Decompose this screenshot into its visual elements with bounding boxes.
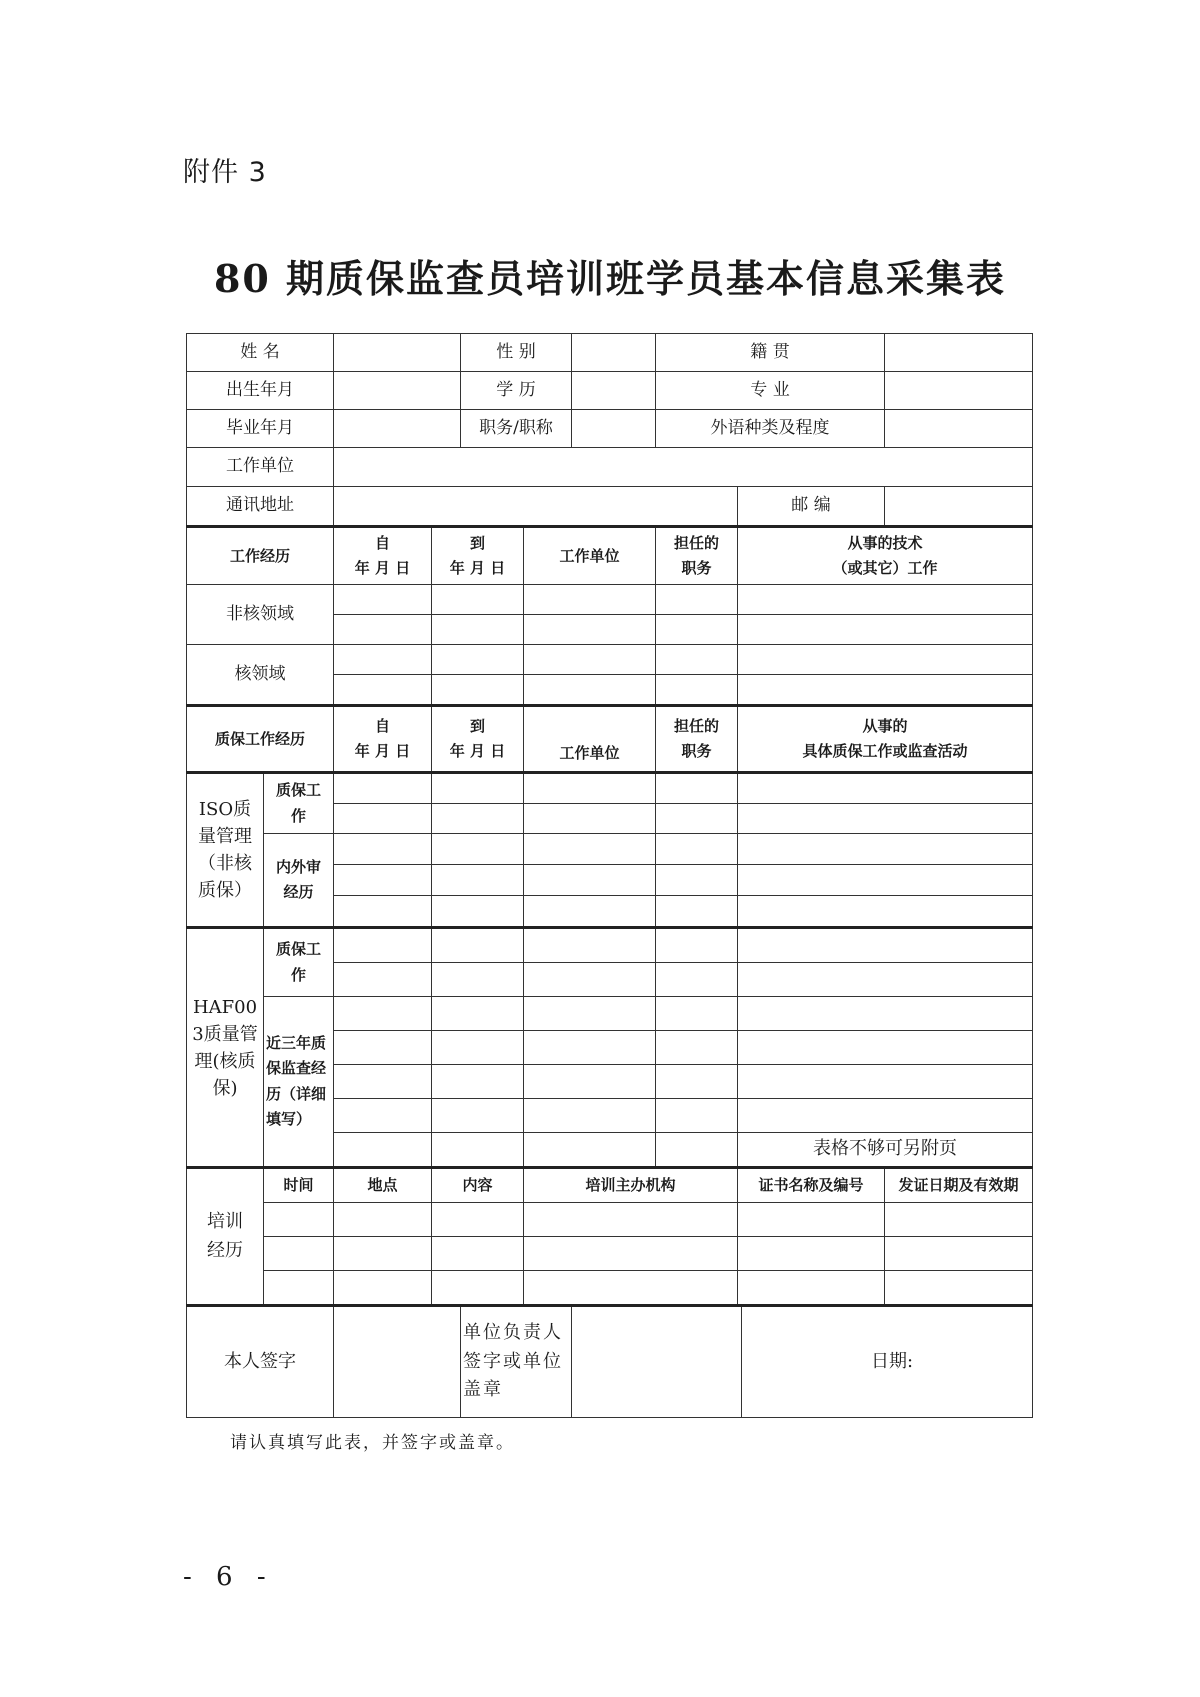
field-name[interactable] [334,334,461,372]
cell[interactable] [432,645,524,675]
cell[interactable] [524,1237,738,1271]
cell[interactable] [524,865,656,896]
work-from-label: 自 [374,533,390,552]
info-form-table [186,333,1033,1418]
work-tech-line1: 从事的技术 [847,533,923,552]
field-employer[interactable] [334,448,1033,487]
work-tech-header [738,527,1033,585]
qa-from-header [334,706,432,773]
footnote: 请认真填写此表，并签字或盖章。 [230,1433,515,1453]
qa-header: 质保工作经历 [187,706,334,773]
cell[interactable] [432,865,524,896]
cell[interactable] [334,928,432,963]
qa-to-date: 年 月 日 [449,742,506,760]
cell[interactable] [334,773,432,804]
cell[interactable] [524,896,656,928]
cell[interactable] [738,1031,1033,1065]
cell[interactable] [432,1065,524,1099]
cell[interactable] [432,928,524,963]
cell[interactable] [524,834,656,865]
cell[interactable] [524,963,656,997]
cell[interactable] [432,615,524,645]
cell[interactable] [524,1271,738,1306]
cell[interactable] [334,997,432,1031]
cell[interactable] [656,865,738,896]
label-graduation: 毕业年月 [187,410,334,448]
cell[interactable] [334,615,432,645]
cell[interactable] [334,963,432,997]
cell[interactable] [738,773,1033,804]
cell[interactable] [524,585,656,615]
cell[interactable] [656,963,738,997]
label-haf003: HAF003质量管理(核质保) [187,928,264,1168]
cell[interactable] [432,585,524,615]
cell[interactable] [334,834,432,865]
cell[interactable] [738,585,1033,615]
cell[interactable] [524,1031,656,1065]
cell[interactable] [738,928,1033,963]
cell[interactable] [524,928,656,963]
label-haf-recent-audit: 近三年质保监查经历（详细填写） [264,997,334,1168]
cell[interactable] [334,1133,432,1168]
qa-from-label: 自 [374,716,390,735]
cell[interactable] [334,1203,432,1237]
training-organizer-header: 培训主办机构 [524,1168,738,1203]
field-major[interactable] [885,372,1033,410]
qa-activity-header [738,706,1033,773]
cell[interactable] [524,1065,656,1099]
label-postcode: 邮 编 [738,487,885,527]
cell[interactable] [432,963,524,997]
work-from-date: 年 月 日 [354,559,411,577]
field-gender[interactable] [572,334,656,372]
cell[interactable] [334,1031,432,1065]
qa-role-header [656,706,738,773]
cell[interactable] [656,928,738,963]
cell[interactable] [432,1203,524,1237]
qa-role-line1: 担任的 [673,716,719,735]
cell[interactable] [738,1237,885,1271]
work-to-label: 到 [469,533,485,552]
cell[interactable] [334,645,432,675]
cell[interactable] [738,1271,885,1306]
work-unit-header: 工作单位 [524,527,656,585]
cell[interactable] [885,1271,1033,1306]
qa-to-header [432,706,524,773]
field-postcode[interactable] [885,487,1033,527]
label-unit-sign: 单位负责人签字或单位盖章 [461,1306,572,1418]
cell[interactable] [738,1203,885,1237]
cell[interactable] [334,1237,432,1271]
cell[interactable] [656,896,738,928]
cell[interactable] [656,1065,738,1099]
page-title: 80 期质保监查员培训班学员基本信息采集表 [213,256,1007,301]
cell[interactable] [524,1099,656,1133]
training-time-header: 时间 [264,1168,334,1203]
cell[interactable] [524,645,656,675]
label-address: 通讯地址 [187,487,334,527]
label-iso-audit: 内外审经历 [264,834,334,928]
cell[interactable] [738,896,1033,928]
cell[interactable] [656,1133,738,1168]
work-role-line1: 担任的 [673,533,719,552]
training-date-header: 发证日期及有效期 [885,1168,1033,1203]
training-content-header: 内容 [432,1168,524,1203]
cell[interactable] [334,865,432,896]
cell[interactable] [432,1099,524,1133]
label-post: 职务/职称 [461,410,572,448]
label-date: 日期: [742,1306,1033,1418]
field-language[interactable] [885,410,1033,448]
cell[interactable] [656,773,738,804]
label-iso-qa-work: 质保工作 [264,773,334,834]
cell[interactable] [738,675,1033,706]
cell[interactable] [264,1203,334,1237]
qa-activity-line2: 具体质保工作或监查活动 [802,742,968,760]
cell[interactable] [432,1031,524,1065]
cell[interactable] [432,896,524,928]
cell[interactable] [885,1203,1033,1237]
training-place-header: 地点 [334,1168,432,1203]
cell[interactable] [738,1099,1033,1133]
cell[interactable] [656,997,738,1031]
field-education[interactable] [572,372,656,410]
cell[interactable] [656,615,738,645]
cell[interactable] [656,645,738,675]
cell[interactable] [524,997,656,1031]
cell[interactable] [738,1065,1033,1099]
cell[interactable] [334,675,432,706]
cell[interactable] [738,804,1033,834]
cell[interactable] [432,773,524,804]
cell[interactable] [738,615,1033,645]
work-to-date: 年 月 日 [449,559,506,577]
cell[interactable] [432,1133,524,1168]
label-gender: 性 别 [461,334,572,372]
field-address[interactable] [334,487,738,527]
cell[interactable] [656,1099,738,1133]
cell[interactable] [524,1203,738,1237]
cell[interactable] [524,615,656,645]
field-native[interactable] [885,334,1033,372]
cell[interactable] [432,1271,524,1306]
label-non-nuclear: 非核领域 [187,585,334,645]
cell[interactable] [656,1031,738,1065]
cell[interactable] [432,804,524,834]
label-birth: 出生年月 [187,372,334,410]
cell[interactable] [656,804,738,834]
label-name: 姓 名 [187,334,334,372]
cell[interactable] [334,1271,432,1306]
cell[interactable] [264,1271,334,1306]
qa-activity-line1: 从事的 [862,716,908,735]
cell[interactable] [738,963,1033,997]
label-nuclear: 核领域 [187,645,334,706]
cell[interactable] [334,896,432,928]
cell[interactable] [885,1237,1033,1271]
attach-note: 表格不够可另附页 [738,1133,1033,1168]
cell[interactable] [656,834,738,865]
work-header: 工作经历 [187,527,334,585]
label-self-sign: 本人签字 [187,1306,334,1418]
label-language: 外语种类及程度 [656,410,885,448]
cell[interactable] [334,804,432,834]
field-birth[interactable] [334,372,461,410]
qa-to-label: 到 [469,716,485,735]
cell[interactable] [264,1237,334,1271]
qa-unit-header: 工作单位 [524,706,656,773]
cell[interactable] [738,865,1033,896]
work-tech-line2: （或其它）工作 [832,559,938,577]
label-native: 籍 贯 [656,334,885,372]
label-major: 专 业 [656,372,885,410]
field-post[interactable] [572,410,656,448]
cell[interactable] [656,585,738,615]
work-from-header [334,527,432,585]
cell[interactable] [334,1065,432,1099]
cell[interactable] [738,645,1033,675]
cell[interactable] [432,997,524,1031]
work-to-header [432,527,524,585]
training-cert-header: 证书名称及编号 [738,1168,885,1203]
cell[interactable] [432,834,524,865]
cell[interactable] [334,585,432,615]
field-self-sign[interactable] [334,1306,461,1418]
cell[interactable] [432,675,524,706]
label-education: 学 历 [461,372,572,410]
cell[interactable] [524,773,656,804]
work-role-header [656,527,738,585]
cell[interactable] [334,1099,432,1133]
attachment-label: 附件 3 [183,157,267,188]
cell[interactable] [738,997,1033,1031]
work-role-line2: 职务 [681,559,712,577]
label-iso: ISO质量管理（非核质保） [187,773,264,928]
cell[interactable] [524,1133,656,1168]
cell[interactable] [738,834,1033,865]
label-training: 培训经历 [187,1168,264,1306]
field-graduation[interactable] [334,410,461,448]
qa-role-line2: 职务 [681,742,712,760]
cell[interactable] [656,675,738,706]
field-unit-sign[interactable] [572,1306,742,1418]
qa-from-date: 年 月 日 [354,742,411,760]
cell[interactable] [524,804,656,834]
cell[interactable] [524,675,656,706]
page-number: - 6 - [183,1562,274,1592]
label-employer: 工作单位 [187,448,334,487]
cell[interactable] [432,1237,524,1271]
label-haf-qa-work: 质保工作 [264,928,334,997]
